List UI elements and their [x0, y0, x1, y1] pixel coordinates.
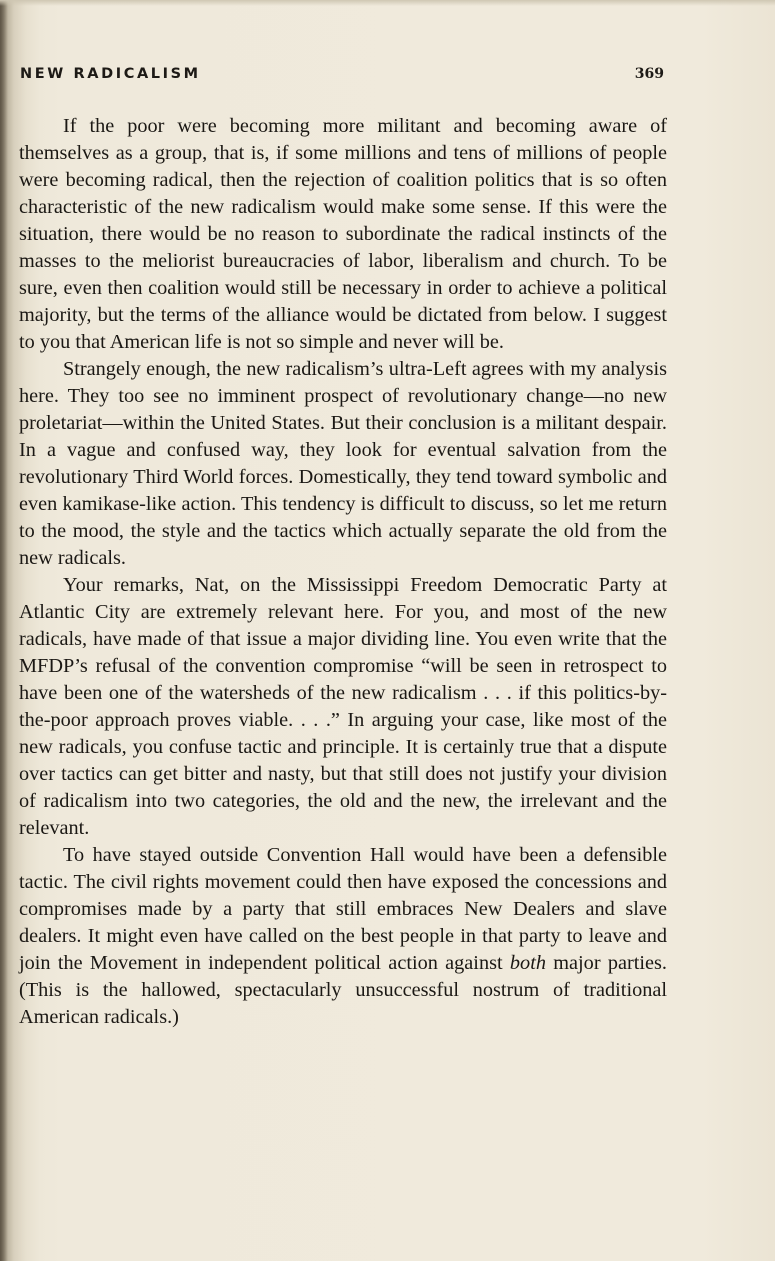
running-title: NEW RADICALISM	[20, 66, 201, 82]
page-number: 369	[634, 66, 664, 82]
paragraph: If the poor were becoming more militant and becoming aware of themselves as a group, that is, if some millions and tens of millions of people were becoming radical, then the rejection of coalition politics that is so often characteristic of the new radicalism would make some sense. If this were the situation, there would be no reason to subordinate the radical instincts of the masses to the meliorist bureaucracies of labor, liberalism and church. To be sure, even then coalition would still be necessary in order to achieve a political majority, but the terms of the alliance would be dictated from below. I suggest to you that American life is not so simple and never will be.	[19, 115, 667, 353]
paragraph	[19, 842, 667, 1031]
page-top-edge	[0, 0, 775, 6]
paragraph-text: To have stayed outside Convention Hall would have been a defensible tactic. The civil rights movement could then have exposed the concessions and compromises made by a party that still embraces New Dealers and slave dealers. It might even have called on the best people in that party to leave and join the Movement in independent political action against	[19, 844, 667, 974]
body-text	[19, 113, 667, 1031]
running-head	[20, 66, 664, 90]
paragraph: Your remarks, Nat, on the Mississippi Freedom Democratic Party at Atlantic City are extremely relevant here. For you, and most of the new radicals, have made of that issue a major dividing line. You even write that the MFDP’s refusal of the convention compromise “will be seen in retrospect to have been one of the watersheds of the new radicalism . . . if this politics-by-the-poor approach proves viable. . . .” In arguing your case, like most of the new radicals, you confuse tactic and principle. It is certainly true that a dispute over tactics can get bitter and nasty, but that still does not justify your division of radicalism into two categories, the old and the new, the irrelevant and the relevant.	[19, 574, 667, 839]
spine-shadow	[0, 0, 8, 1261]
italic-emphasis: both	[509, 952, 546, 974]
paragraph-text: major parties. (This is the hallowed, spectacularly unsuccessful nostrum of traditional American radicals.)	[19, 952, 667, 1028]
paragraph: Strangely enough, the new radicalism’s ultra-Left agrees with my analysis here. They too see no imminent prospect of revolutionary change—no new proletariat—within the United States. But their conclusion is a militant despair. In a vague and confused way, they look for eventual salvation from the revolutionary Third World forces. Domestically, they tend toward symbolic and even kamikase-like action. This tendency is difficult to discuss, so let me return to the mood, the style and the tactics which actually separate the old from the new radicals.	[19, 358, 667, 569]
